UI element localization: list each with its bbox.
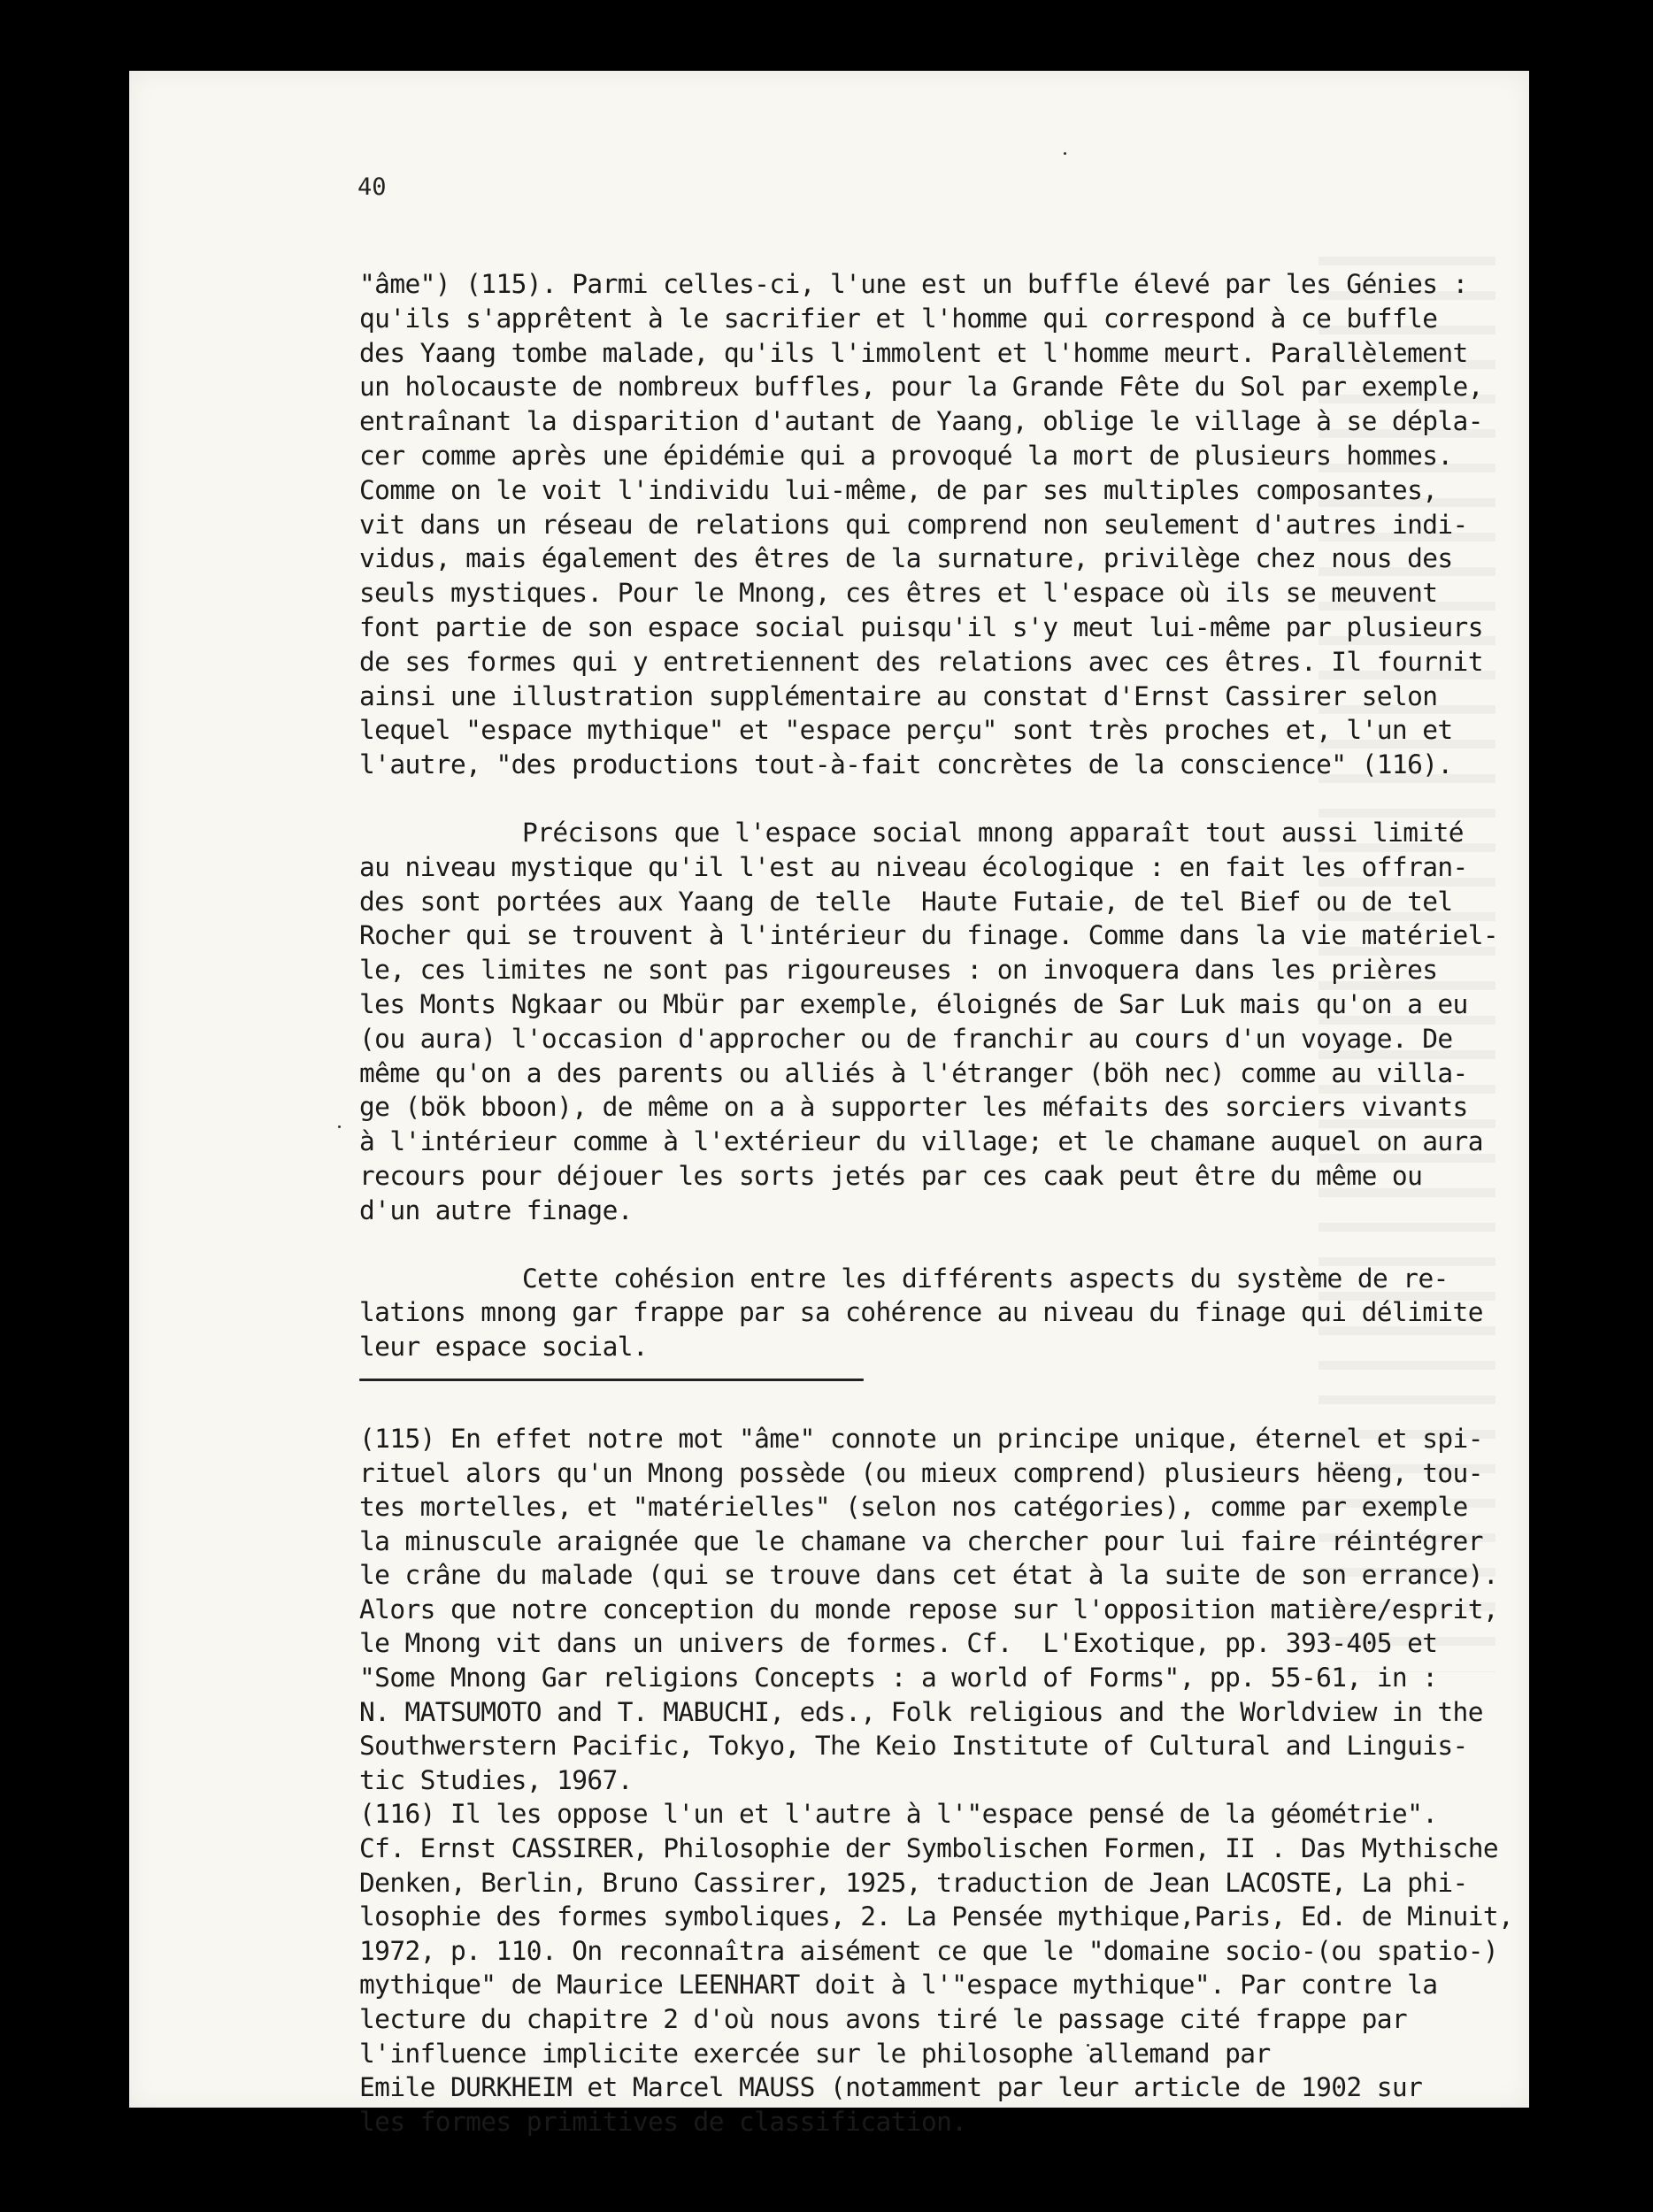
footnote-line: losophie des formes symboliques, 2. La Pensée mythique,Paris, Ed. de Minuit, [359,1901,1514,1932]
text-line: vit dans un réseau de relations qui comprend non seulement d'autres indi- [359,509,1468,540]
footnote-line: la minuscule araignée que le chamane va chercher pour lui faire réintégrer [359,1525,1483,1556]
footnote-line: Alors que notre conception du monde repose sur l'opposition matière/esprit, [359,1594,1499,1624]
text-line: font partie de son espace social puisqu'il s'y meut lui-même par plusieurs [359,611,1483,642]
footnote-line: tic Studies, 1967. [359,1764,633,1795]
paragraph-gap [359,1228,1412,1262]
footnotes [359,1422,1514,2139]
footnote-line: Emile DURKHEIM et Marcel MAUSS (notamment par leur article de 1902 sur [359,2072,1423,2103]
text-line: Comme on le voit l'individu lui-même, de par ses multiples composantes, [359,474,1438,505]
footnote-line: Cf. Ernst CASSIRER, Philosophie der Symbolischen Formen, II . Das Mythische [359,1833,1499,1864]
text-line: le, ces limites ne sont pas rigoureuses : on invoquera dans les prières [359,955,1438,986]
text-line: des Yaang tombe malade, qu'ils l'immolent et l'homme meurt. Parallèlement [359,337,1468,368]
text-line: au niveau mystique qu'il l'est au niveau écologique : en fait les offran- [359,851,1468,882]
body-text [359,267,1514,2139]
paragraph-gap [359,782,1412,816]
text-line: d'un autre finage. [359,1194,633,1225]
text-line: ainsi une illustration supplémentaire au constat d'Ernst Cassirer selon [359,680,1438,711]
text-line: les Monts Ngkaar ou Mbür par exemple, éloignés de Sar Luk mais qu'on a eu [359,988,1468,1019]
footnote-line: (115) En effet notre mot "âme" connote un principe unique, éternel et spi- [359,1423,1483,1454]
text-line: lations mnong gar frappe par sa cohérence au niveau du finage qui délimite [359,1297,1483,1328]
footnote-separator [359,1379,864,1381]
text-line: leur espace social. [359,1332,649,1363]
paragraph [359,1262,1483,1364]
footnote-line: mythique" de Maurice LEENHART doit à l'"espace mythique". Par contre la [359,1970,1438,2001]
footnote-line: les formes primitives de classification. [359,2106,967,2137]
footnote-line: Southwerstern Pacific, Tokyo, The Keio Institute of Cultural and Linguis- [359,1731,1468,1762]
footnote-line: le crâne du malade (qui se trouve dans cet état à la suite de son errance). [359,1560,1499,1591]
text-line: même qu'on a des parents ou alliés à l'étranger (böh nec) comme au villa- [359,1057,1468,1088]
paper-speck [1064,152,1066,155]
footnote-line: (116) Il les oppose l'un et l'autre à l'"espace pensé de la géométrie". [359,1799,1438,1830]
text-line: ge (bök bboon), de même on a à supporter les méfaits des sorciers vivants [359,1092,1468,1123]
footnote-line: l'influence implicite exercée sur le philosophe allemand par [359,2038,1271,2069]
paper-speck [338,1125,341,1128]
text-line: Rocher qui se trouvent à l'intérieur du finage. Comme dans la vie matériel- [359,920,1499,951]
text-line: de ses formes qui y entretiennent des relations avec ces êtres. Il fournit [359,646,1483,677]
footnote-line: le Mnong vit dans un univers de formes. Cf. L'Exotique, pp. 393-405 et [359,1628,1438,1659]
text-line: des sont portées aux Yaang de telle Haute Futaie, de tel Bief ou de tel [359,886,1453,917]
text-line: vidus, mais également des êtres de la surnature, privilège chez nous des [359,543,1453,574]
page-number: 40 [358,173,387,201]
paragraph [359,267,1483,782]
footnote-line: lecture du chapitre 2 d'où nous avons tiré le passage cité frappe par [359,2004,1408,2034]
text-line: cer comme après une épidémie qui a provoqué la mort de plusieurs hommes. [359,440,1453,471]
footnote-line: "Some Mnong Gar religions Concepts : a world of Forms", pp. 55-61, in : [359,1663,1438,1694]
footnote-line: rituel alors qu'un Mnong possède (ou mieux comprend) plusieurs hëeng, tou- [359,1457,1483,1488]
text-line: Cette cohésion entre les différents aspects du système de re- [522,1263,1449,1294]
text-line: un holocauste de nombreux buffles, pour la Grande Fête du Sol par exemple, [359,372,1483,403]
footnote-line: Denken, Berlin, Bruno Cassirer, 1925, traduction de Jean LACOSTE, La phi- [359,1867,1468,1898]
text-line: l'autre, "des productions tout-à-fait concrètes de la conscience" (116). [359,749,1453,780]
paragraphs [359,267,1499,1364]
footnote-line: N. MATSUMOTO and T. MABUCHI, eds., Folk religious and the Worldview in the [359,1696,1483,1727]
text-line: lequel "espace mythique" et "espace perçu" sont très proches et, l'un et [359,715,1453,746]
text-line: seuls mystiques. Pour le Mnong, ces êtres et l'espace où ils se meuvent [359,578,1438,609]
text-line: entraînant la disparition d'autant de Yaang, oblige le village à se dépla- [359,406,1483,437]
text-line: recours pour déjouer les sorts jetés par ces caak peut être du même ou [359,1160,1423,1191]
text-line: qu'ils s'apprêtent à le sacrifier et l'homme qui correspond à ce buffle [359,303,1438,334]
footnote-line: 1972, p. 110. On reconnaîtra aisément ce que le "domaine socio-(ou spatio-) [359,1935,1499,1966]
text-line: "âme") (115). Parmi celles-ci, l'une est un buffle élevé par les Génies : [359,269,1468,299]
text-line: Précisons que l'espace social mnong apparaît tout aussi limité [522,817,1464,848]
text-line: à l'intérieur comme à l'extérieur du village; et le chamane auquel on aura [359,1126,1483,1157]
paragraph [359,816,1499,1228]
footnote-line: tes mortelles, et "matérielles" (selon nos catégories), comme par exemple [359,1492,1468,1523]
text-line: (ou aura) l'occasion d'approcher ou de franchir au cours d'un voyage. De [359,1023,1453,1054]
